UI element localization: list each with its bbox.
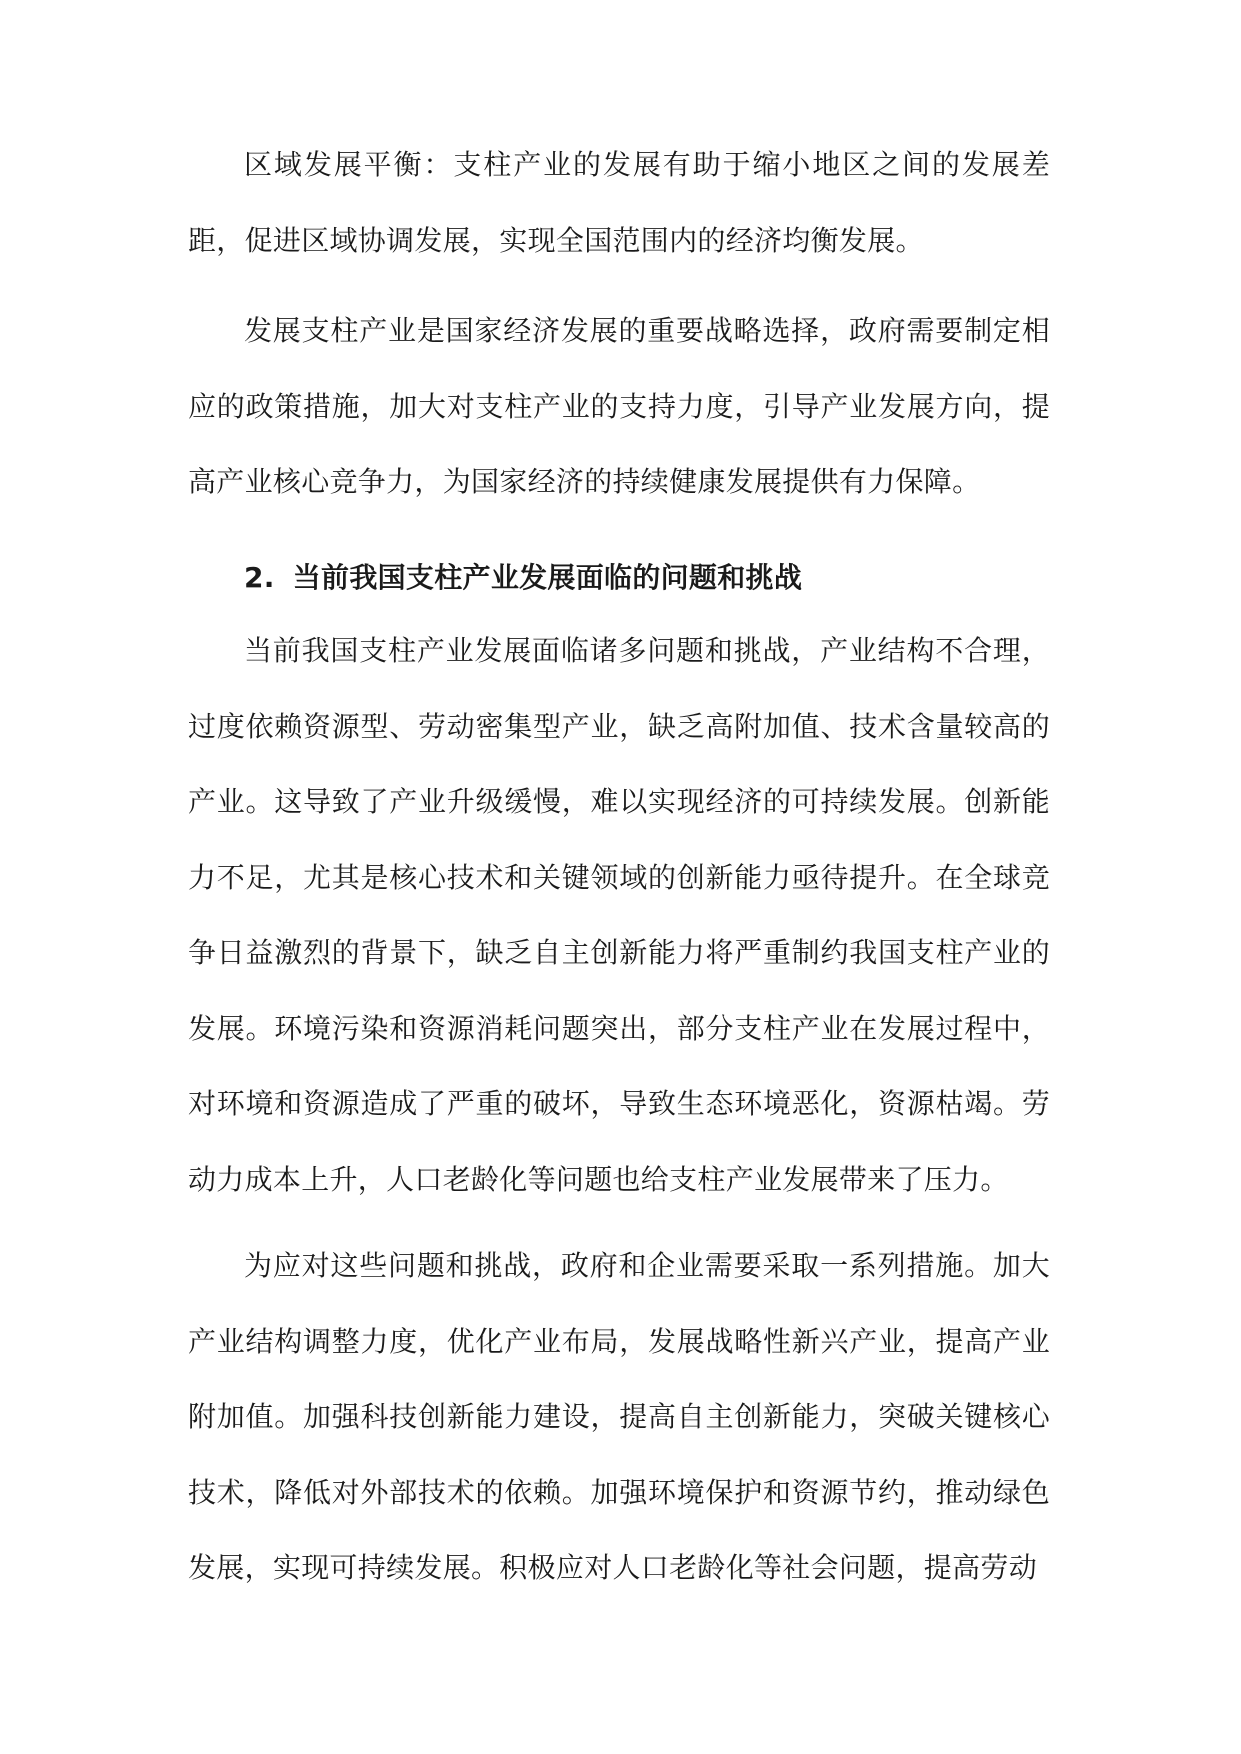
paragraph-problems: 当前我国支柱产业发展面临诸多问题和挑战，产业结构不合理，过度依赖资源型、劳动密集型产业，缺乏高附加值、技术含量较高的产业。这导致了产业升级缓慢，难以实现经济的可持续发展。创新能力不足，尤其是核心技术和关键领域的创新能力亟待提升。在全球竞争日益激烈的背景下，缺乏自主创新能力将严重制约我国支柱产业的发展。环境污染和资源消耗问题突出，部分支柱产业在发展过程中，对环境和资源造成了严重的破坏，导致生态环境恶化，资源枯竭。劳动力成本上升，人口老龄化等问题也给支柱产业发展带来了压力。 [188,634,1050,1196]
paragraph-regional-balance: 区域发展平衡：支柱产业的发展有助于缩小地区之间的发展差距，促进区域协调发展，实现全国范围内的经济均衡发展。 [188,148,1050,257]
paragraph-government-support: 发展支柱产业是国家经济发展的重要战略选择，政府需要制定相应的政策措施，加大对支柱产业的支持力度，引导产业发展方向，提高产业核心竞争力，为国家经济的持续健康发展提供有力保障。 [188,314,1050,498]
paragraph-measures: 为应对这些问题和挑战，政府和企业需要采取一系列措施。加大产业结构调整力度，优化产业布局，发展战略性新兴产业，提高产业附加值。加强科技创新能力建设，提高自主创新能力，突破关键核心技术，降低对外部技术的依赖。加强环境保护和资源节约，推动绿色发展，实现可持续发展。积极应对人口老龄化等社会问题，提高劳动 [188,1249,1050,1584]
section-number: 2. [244,561,275,594]
section-heading [244,542,802,614]
section-title: 当前我国支柱产业发展面临的问题和挑战 [292,561,803,594]
